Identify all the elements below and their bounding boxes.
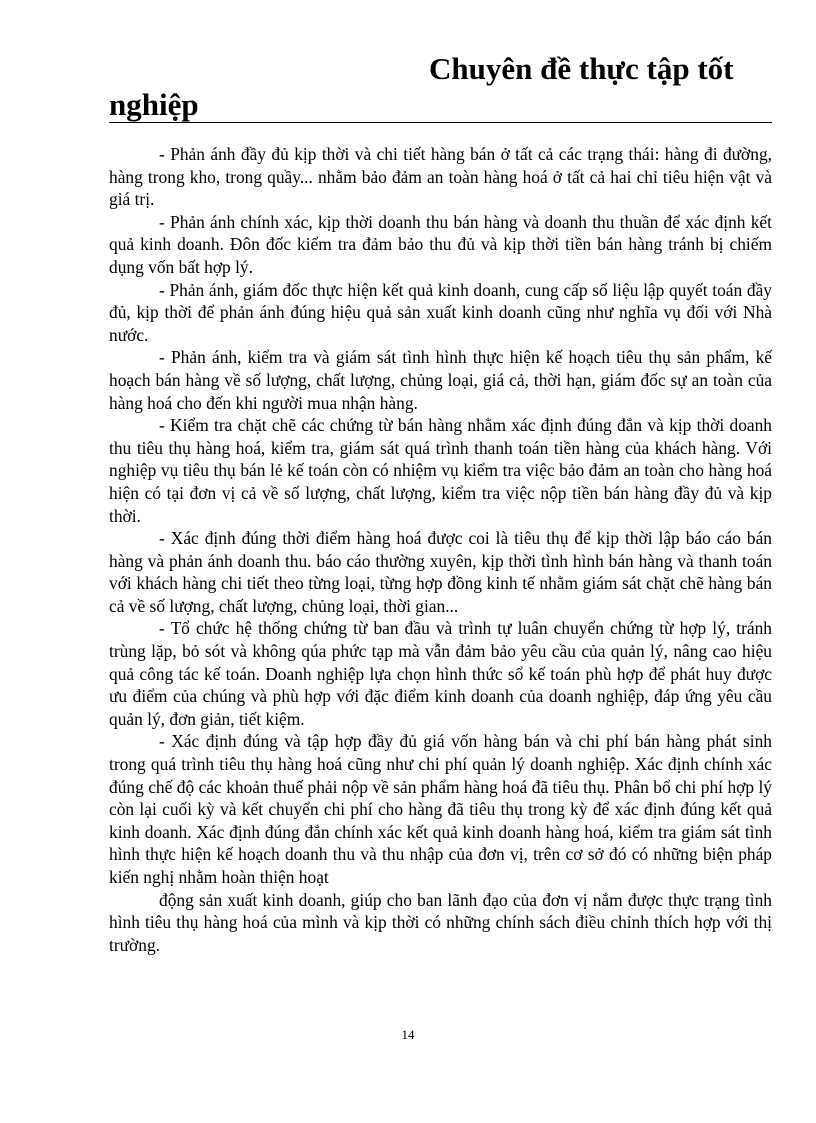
paragraph-1: - Phản ánh đầy đủ kịp thời và chi tiết hàng bán ở tất cả các trạng thái: hàng đi đường, hàng trong kho, trong quầy... nhằm bảo đảm an toàn hàng hoá ở tất cả hai chỉ tiêu hiện vật và giá trị. <box>109 144 772 210</box>
paragraph-3: - Phản ánh, giám đốc thực hiện kết quả kinh doanh, cung cấp số liệu lập quyết toán đầy đủ, kịp thời để phản ánh đúng hiệu quả sản xuất kinh doanh cũng như nghĩa vụ đối với Nhà nước. <box>109 279 772 345</box>
paragraph-6: - Xác định đúng thời điểm hàng hoá được coi là tiêu thụ để kịp thời lập báo cáo bán hàng và phản ánh doanh thu. báo cáo thường xuyên, kịp thời tình hình bán hàng và thanh toán với khách hàng chi tiết theo từng loại, từng hợp đồng kinh tế nhằm giám sát chặt chẽ hàng bán cả về số lượng, chất lượng, chủng loại, thời gian... <box>109 528 772 616</box>
header-title-line1: Chuyên đề thực tập tốt <box>429 51 734 86</box>
page-header <box>109 50 772 123</box>
paragraph-5: - Kiểm tra chặt chẽ các chứng từ bán hàng nhằm xác định đúng đắn và kịp thời doanh thu tiêu thụ hàng hoá, kiểm tra, giám sát quá trình thanh toán tiền hàng của khách hàng. Với nghiệp vụ tiêu thụ bán lẻ kế toán còn có nhiệm vụ kiểm tra việc bảo đảm an toàn cho hàng hoá hiện có tại đơn vị cả về số lượng, chất lượng, kiểm tra việc nộp tiền bán hàng đầy đủ và kịp thời. <box>109 415 772 526</box>
paragraph-7: - Tổ chức hệ thống chứng từ ban đầu và trình tự luân chuyển chứng từ hợp lý, tránh trùng lặp, bỏ sót và không qúa phức tạp mà vẫn đảm bảo yêu cầu của quản lý, nâng cao hiệu quả công tác kế toán. Doanh nghiệp lựa chọn hình thức sổ kế toán phù hợp để phát huy được ưu điểm của chúng và phù hợp với đặc điểm kinh doanh của doanh nghiệp, đáp ứng yêu cầu quản lý, đơn giản, tiết kiệm. <box>109 618 772 729</box>
header-title-line2: nghiệp <box>109 87 199 122</box>
paragraph-2: - Phản ánh chính xác, kịp thời doanh thu bán hàng và doanh thu thuần để xác định kết quả kinh doanh. Đôn đốc kiểm tra đảm bảo thu đủ và kịp thời tiền bán hàng tránh bị chiếm dụng vốn bất hợp lý. <box>109 211 772 277</box>
page-number: 14 <box>401 1027 415 1042</box>
paragraph-8: - Xác định đúng và tập hợp đầy đủ giá vốn hàng bán và chi phí bán hàng phát sinh trong quá trình tiêu thụ hàng hoá cũng như chi phí quản lý doanh nghiệp. Xác định chính xác đúng chế độ các khoản thuế phải nộp về sản phẩm hàng hoá đã tiêu thụ. Phân bổ chi phí hợp lý còn lại cuối kỳ và kết chuyển chi phí cho hàng đã tiêu thụ trong kỳ để xác định đúng kết quả kinh doanh. Xác định đúng đắn chính xác kết quả kinh doanh hàng hoá, kiểm tra giám sát tình hình thực hiện kế hoạch doanh thu và thu nhập của đơn vị, trên cơ sở đó có những biện pháp kiến nghị nhằm hoàn thiện hoạt <box>109 731 772 887</box>
body-text <box>109 143 772 956</box>
paragraph-9: động sản xuất kinh doanh, giúp cho ban lãnh đạo của đơn vị nắm được thực trạng tình hình tiêu thụ hàng hoá của mình và kịp thời có những chính sách điều chỉnh thích hợp với thị trường. <box>109 889 772 955</box>
paragraph-4: - Phản ánh, kiểm tra và giám sát tình hình thực hiện kế hoạch tiêu thụ sản phẩm, kế hoạch bán hàng về số lượng, chất lượng, chủng loại, giá cả, thời hạn, giám đốc sự an toàn của hàng hoá cho đến khi người mua nhận hàng. <box>109 347 772 413</box>
